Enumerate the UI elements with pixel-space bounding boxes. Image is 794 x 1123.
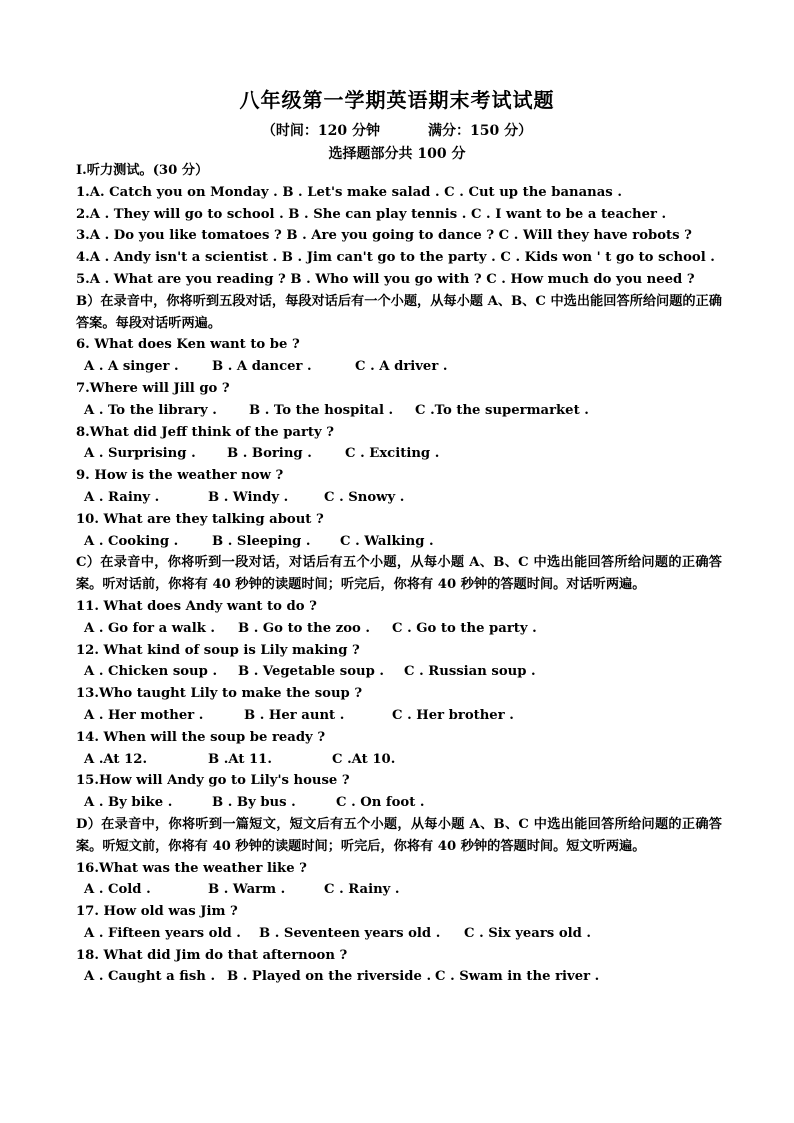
option-b: B . Her aunt .	[244, 707, 345, 723]
question-16: 16.What was the weather like ?	[76, 860, 307, 876]
option-c: C . Snowy .	[324, 489, 405, 505]
option-a: A . Go for a walk .	[84, 620, 216, 636]
exam-time: （时间：120 分钟	[261, 123, 380, 139]
options-9	[76, 487, 722, 509]
question-18: 18. What did Jim do that afternoon ?	[76, 947, 348, 963]
option-b: B . To the hospital .	[249, 402, 394, 418]
options-13	[76, 705, 722, 727]
option-c: C .At 10.	[332, 751, 396, 767]
question-11: 11. What does Andy want to do ?	[76, 598, 317, 614]
option-b: B .At 11.	[208, 751, 272, 767]
part-c-instruction: C）在录音中，你将听到一段对话，对话后有五个小题，从每小题 A、B、C 中选出能回答所给问题的正确答案。听对话前，你将有 40 秒钟的读题时间；听完后，你将有 40 秒钟的答题时间。对话听两遍。	[76, 555, 722, 593]
part-b-instruction: B）在录音中，你将听到五段对话，每段对话后有一个小题，从每小题 A、B、C 中选出能回答所给问题的正确答案。每段对话听两遍。	[76, 293, 722, 331]
option-b: B . Seventeen years old .	[259, 925, 441, 941]
question-8: 8.What did Jeff think of the party ?	[76, 424, 334, 440]
options-7	[76, 400, 722, 422]
choice-note: 选择题部分共 100 分	[328, 146, 466, 162]
section-heading: I.听力测试。(30 分）	[76, 163, 209, 178]
option-b: B . Warm .	[208, 882, 286, 898]
option-a: A . Cold .	[84, 882, 151, 898]
question-14: 14. When will the soup be ready ?	[76, 729, 326, 745]
option-a: A . To the library .	[84, 402, 217, 418]
question-2: 2.A . They will go to school . B . She can play tennis . C . I want to be a teacher .	[76, 206, 667, 222]
option-a: A . A singer .	[84, 359, 179, 375]
question-9: 9. How is the weather now ?	[76, 468, 284, 484]
question-15: 15.How will Andy go to Lily's house ?	[76, 773, 350, 789]
options-11	[76, 618, 722, 640]
question-3: 3.A . Do you like tomatoes ? B . Are you going to dance ? C . Will they have robots ?	[76, 228, 692, 244]
option-b: B . Boring .	[227, 446, 312, 462]
question-4: 4.A . Andy isn't a scientist . B . Jim can't go to the party . C . Kids won ' t go to school .	[76, 250, 715, 266]
options-18	[76, 966, 722, 988]
option-b: B . Vegetable soup .	[238, 664, 385, 680]
question-13: 13.Who taught Lily to make the soup ?	[76, 686, 363, 702]
option-a: A . Her mother .	[84, 707, 204, 723]
question-5: 5.A . What are you reading ? B . Who will you go with ? C . How much do you need ?	[76, 271, 695, 287]
option-a: A . Surprising .	[84, 446, 196, 462]
options-16	[76, 879, 722, 901]
option-c: C . Her brother .	[392, 707, 514, 723]
option-a: A . Caught a fish .	[84, 969, 216, 985]
option-c: C .To the supermarket .	[415, 402, 589, 418]
option-b: B . Sleeping .	[212, 533, 311, 549]
option-b: B . A dancer .	[212, 359, 312, 375]
options-8	[76, 443, 722, 465]
options-6	[76, 356, 722, 378]
options-17	[76, 923, 722, 945]
question-6: 6. What does Ken want to be ?	[76, 337, 300, 353]
option-c: C . Walking .	[340, 533, 434, 549]
page-title: 八年级第一学期英语期末考试试题	[239, 88, 555, 112]
question-10: 10. What are they talking about ?	[76, 511, 324, 527]
option-c: C . On foot .	[336, 795, 425, 811]
part-d-instruction: D）在录音中，你将听到一篇短文，短文后有五个小题，从每小题 A、B、C 中选出能回答所给问题的正确答案。听短文前，你将有 40 秒钟的读题时间；听完后，你将有 40 秒钟的答题时间。短文听两遍。	[76, 816, 722, 854]
exam-score: 满分：150 分）	[428, 123, 533, 139]
option-a: A .At 12.	[84, 751, 148, 767]
question-1: 1.A. Catch you on Monday . B . Let's make salad . C . Cut up the bananas .	[76, 184, 622, 200]
option-c: C . Six years old .	[464, 925, 592, 941]
options-14	[76, 749, 722, 771]
option-a: A . Fifteen years old .	[84, 925, 241, 941]
question-7: 7.Where will Jill go ?	[76, 380, 230, 396]
options-15	[76, 792, 722, 814]
option-a: A . Cooking .	[84, 533, 179, 549]
exam-body	[76, 160, 722, 988]
option-b: B . Played on the riverside .	[227, 969, 432, 985]
option-a: A . Rainy .	[84, 489, 160, 505]
option-c: C . Swam in the river .	[435, 969, 600, 985]
options-12	[76, 661, 722, 683]
question-17: 17. How old was Jim ?	[76, 904, 238, 920]
option-c: C . Rainy .	[324, 882, 400, 898]
option-b: B . Windy .	[208, 489, 289, 505]
exam-meta	[0, 120, 794, 140]
option-b: B . By bus .	[212, 795, 296, 811]
option-c: C . Exciting .	[345, 446, 440, 462]
option-c: C . Go to the party .	[392, 620, 537, 636]
options-10	[76, 531, 722, 553]
option-b: B . Go to the zoo .	[238, 620, 370, 636]
option-c: C . A driver .	[355, 359, 448, 375]
option-a: A . By bike .	[84, 795, 173, 811]
option-a: A . Chicken soup .	[84, 664, 218, 680]
question-12: 12. What kind of soup is Lily making ?	[76, 642, 360, 658]
option-c: C . Russian soup .	[404, 664, 536, 680]
